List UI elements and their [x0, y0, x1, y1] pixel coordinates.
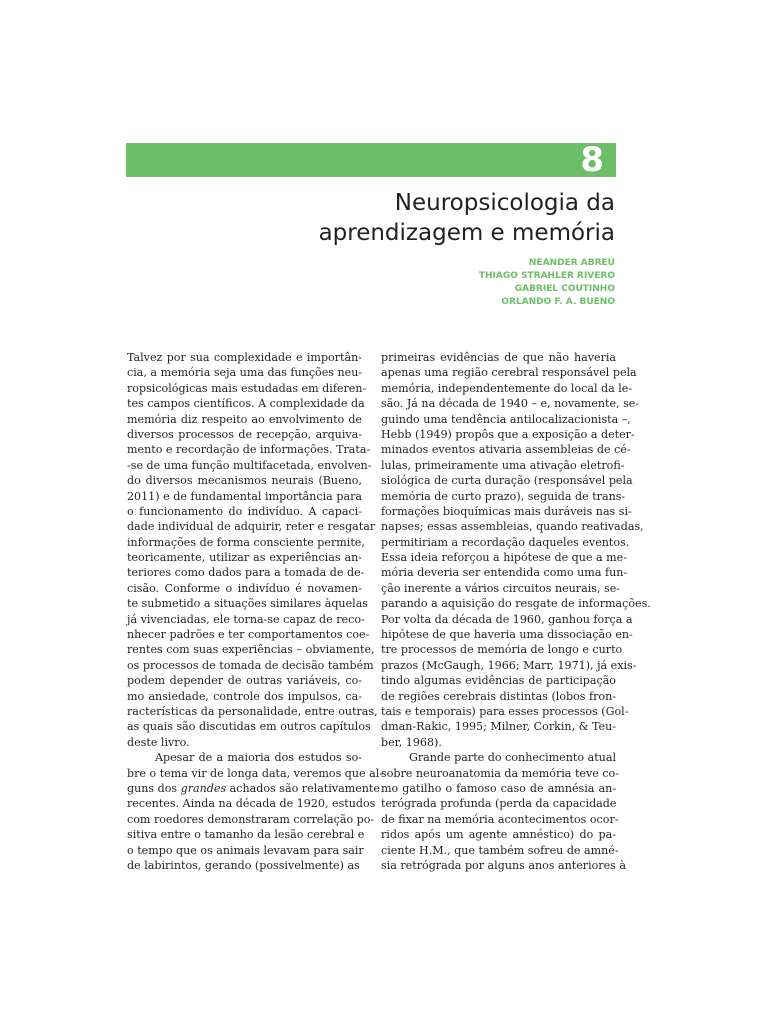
text-line: formações bioquímicas mais duráveis nas si- — [381, 504, 632, 518]
text-line: Essa ideia reforçou a hipótese de que a me- — [381, 551, 627, 565]
text-line: parando a aquisição do resgate de informações. — [381, 597, 651, 611]
text-line: cia, a memória seja uma das funções neu- — [127, 366, 363, 380]
text-line: Grande parte do conhecimento atual — [409, 751, 616, 765]
text-line: sitiva entre o tamanho da lesão cerebral e — [127, 828, 365, 842]
text-line: Por volta da década de 1960, ganhou força a — [381, 612, 633, 626]
text-line: ção inerente a vários circuitos neurais, se- — [381, 581, 621, 595]
text-line: tindo algumas evidências de participação — [381, 674, 616, 688]
text-line: rentes com suas experiências – obviamente, — [127, 643, 375, 657]
text-line: Hebb (1949) propôs que a exposição a deter- — [381, 427, 635, 441]
text-line: sobre neuroanatomia da memória teve co- — [381, 766, 619, 780]
text-line: as quais são discutidas em outros capítulos — [127, 720, 371, 734]
text-line: informações de forma consciente permite, — [127, 535, 365, 549]
text-line: deste livro. — [127, 735, 190, 749]
text-line: do diversos mecanismos neurais (Bueno, — [127, 474, 362, 488]
text-line: teriores como dados para a tomada de de- — [127, 566, 365, 580]
text-line: de fixar na memória acontecimentos ocor- — [381, 812, 619, 826]
text-line: sia retrógrada por alguns anos anteriores à — [381, 858, 627, 872]
text-line: bre o tema vir de longa data, veremos que al- — [127, 766, 384, 780]
text-line: primeiras evidências de que não haveria — [381, 351, 616, 364]
text-line: apenas uma região cerebral responsável pela — [381, 366, 637, 380]
text-line: napses; essas assembleias, quando reativadas, — [381, 520, 644, 534]
text-line: recentes. Ainda na década de 1920, estudos — [127, 797, 376, 811]
author-name: NEANDER ABREU — [528, 258, 615, 268]
text-line: hipótese de que haveria uma dissociação en- — [381, 628, 633, 642]
text-line: tais e temporais) para esses processos (Gol- — [381, 704, 629, 718]
text-line: lulas, primeiramente uma ativação eletrofi- — [381, 458, 625, 472]
text-line: mória deveria ser entendida como uma fun- — [381, 566, 628, 580]
text-line: terógrada profunda (perda da capacidade — [381, 797, 617, 811]
author-name: ORLANDO F. A. BUENO — [501, 297, 615, 307]
text-line: ber, 1968). — [381, 735, 442, 749]
text-line: ridos após um agente amnéstico) do pa- — [381, 828, 616, 842]
chapter-title-line: aprendizagem e memória — [318, 220, 615, 246]
text-line: Apesar de a maioria dos estudos so- — [155, 751, 362, 765]
text-line: com roedores demonstraram correlação po- — [127, 812, 375, 826]
text-line: memória de curto prazo), seguida de trans- — [381, 489, 626, 503]
text-line: prazos (McGaugh, 1966; Marr, 1971), já exis- — [381, 658, 637, 672]
text-line: memória, independentemente do local da le- — [381, 381, 633, 395]
text-line: te submetido a situações similares àquelas — [127, 597, 369, 611]
text-line: teoricamente, utilizar as experiências an- — [127, 551, 362, 565]
author-name: GABRIEL COUTINHO — [514, 284, 615, 294]
text-line: podem depender de outras variáveis, co- — [127, 674, 362, 688]
text-line: tes campos científicos. A complexidade da — [127, 397, 365, 411]
text-line: cisão. Conforme o indivíduo é novamen- — [127, 581, 362, 595]
text-line: mento e recordação de informações. Trata- — [127, 443, 371, 457]
chapter-title-line: Neuropsicologia da — [394, 190, 615, 216]
text-line: são. Já na década de 1940 – e, novamente, se- — [381, 397, 640, 411]
text-line: mo gatilho o famoso caso de amnésia an- — [381, 781, 616, 795]
text-line: permitiriam a recordação daqueles eventos. — [381, 535, 630, 549]
text-line: ciente H.M., que também sofreu de amné- — [381, 843, 619, 857]
text-line: 2011) e de fundamental importância para — [127, 489, 362, 503]
text-line: Talvez por sua complexidade e importân- — [127, 351, 362, 364]
text-line: de regiões cerebrais distintas (lobos fron- — [381, 689, 616, 703]
text-line: ropsicológicas mais estudadas em diferen- — [127, 381, 367, 395]
chapter-number: 8 — [580, 140, 604, 180]
author-list — [315, 257, 615, 309]
chapter-number-bar — [126, 140, 616, 180]
chapter-title — [195, 188, 615, 248]
text-line: siológica de curta duração (responsável pela — [381, 474, 633, 488]
text-line: mo ansiedade, controle dos impulsos, ca- — [127, 689, 362, 703]
author-name: THIAGO STRAHLER RIVERO — [478, 271, 615, 281]
text-line: o funcionamento do indivíduo. A capaci- — [127, 504, 362, 518]
text-line: nhecer padrões e ter comportamentos coe- — [127, 628, 370, 642]
right-text-column — [381, 350, 651, 873]
text-line: o tempo que os animais levavam para sair — [127, 843, 364, 857]
text-line: minados eventos ativaria assembleias de cé- — [381, 443, 631, 457]
text-line: de labirintos, gerando (possivelmente) as — [127, 858, 360, 872]
text-line: guns dos grandes achados são relativamente — [127, 781, 380, 795]
text-line: já vivenciadas, ele torna-se capaz de reco- — [127, 612, 365, 626]
text-line: dade individual de adquirir, reter e resgatar — [127, 520, 376, 534]
text-line: memória diz respeito ao envolvimento de — [127, 412, 362, 426]
text-line: diversos processos de recepção, arquiva- — [127, 427, 362, 441]
text-line: racterísticas da personalidade, entre outras, — [127, 704, 378, 718]
text-line: -se de uma função multifacetada, envolven- — [127, 458, 372, 472]
text-line: guindo uma tendência antilocalizacionista –, — [381, 412, 631, 426]
text-line: tre processos de memória de longo e curto — [381, 643, 623, 657]
text-line: os processos de tomada de decisão também — [127, 658, 374, 672]
left-text-column — [127, 350, 384, 873]
text-line: dman-Rakic, 1995; Milner, Corkin, & Teu- — [381, 720, 617, 734]
